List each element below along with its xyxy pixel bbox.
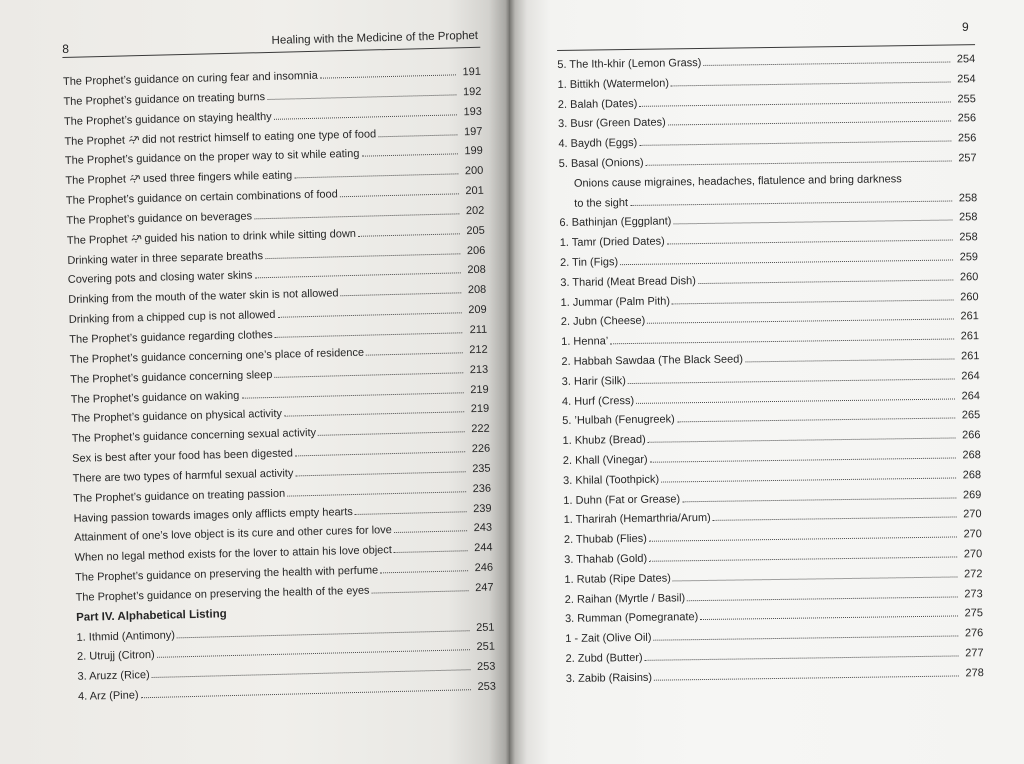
toc-leader-dots [677, 418, 955, 423]
alphabetical-listing-entries [557, 50, 984, 689]
toc-entry-title: 1. Jummar (Palm Pith) [560, 295, 671, 309]
toc-entry-title: Drinking water in three separate breaths [67, 249, 264, 267]
toc-entry-page: 257 [958, 152, 977, 165]
toc-entry-page: 256 [957, 132, 977, 145]
toc-entry-page: 270 [963, 548, 983, 561]
toc-leader-dots [274, 114, 457, 119]
toc-entry-title: 5. The Ith-khir (Lemon Grass) [557, 56, 702, 71]
toc-entry-page: 243 [473, 522, 493, 535]
toc-entry-page: 226 [471, 442, 491, 456]
toc-leader-dots [177, 630, 470, 638]
toc-entry-title: The Prophet’s guidance on curing fear and insomnia [62, 69, 318, 88]
toc-entry-page: 251 [476, 641, 496, 654]
page-number: 9 [962, 20, 969, 34]
toc-entry-title: 1 - Zait (Olive Oil) [565, 631, 652, 646]
toc-list [63, 63, 496, 708]
toc-entry-title: The Prophet’s guidance on preserving the health of the eyes [75, 584, 370, 604]
toc-leader-dots [320, 74, 456, 78]
toc-leader-dots [639, 101, 950, 106]
toc-leader-dots [673, 220, 952, 225]
salutation-symbol-icon [128, 134, 139, 144]
toc-entry-title: 5. Basal (Onions) [558, 156, 644, 170]
salutation-symbol-icon [129, 173, 140, 183]
toc-entry-title: 3. Busr (Green Dates) [558, 116, 666, 131]
header-rule [557, 44, 975, 51]
toc-leader-dots [661, 477, 956, 482]
toc-leader-dots [152, 670, 471, 679]
toc-entry-title: 1. Rutab (Ripe Dates) [564, 572, 671, 586]
toc-entry-page: 200 [464, 164, 484, 178]
toc-entry-title: 1. Tharirah (Hemarthria/Arum) [563, 512, 711, 527]
toc-entry-title: 4. Arz (Pine) [77, 689, 139, 703]
toc-entry-page: 205 [466, 224, 485, 237]
toc-leader-dots [667, 240, 953, 245]
toc-entry-title: The Prophet’s guidance on treating burns [63, 90, 266, 108]
toc-entry-title: 3. Harir (Silk) [561, 374, 626, 388]
toc-entry-title: 6. Bathinjan (Eggplant) [559, 215, 672, 230]
running-header: Healing with the Medicine of the Prophet [271, 29, 479, 47]
toc-entry-page: 277 [965, 647, 984, 660]
toc-entry-title: The Prophet’s guidance on the proper way to sit while eating [64, 148, 360, 168]
toc-entry-page: 197 [463, 125, 483, 138]
salutation-symbol-icon [130, 233, 141, 243]
toc-leader-dots [668, 121, 951, 126]
toc-entry-title: The Prophet’s guidance on beverages [66, 210, 253, 227]
toc-entry-page: 192 [462, 85, 482, 99]
toc-leader-dots [687, 596, 958, 601]
toc-entry-page: 255 [957, 92, 976, 106]
toc-entry-title: Attainment of one’s love object is its cure and other cures for love [74, 524, 392, 545]
toc-entry-page: 212 [469, 343, 488, 356]
left-page-content [62, 30, 497, 740]
toc-entry-page: 258 [959, 211, 978, 224]
toc-entry-title: The Prophet [64, 134, 126, 148]
toc-entry-title-after-symbol: guided his nation to drink while sitting down [144, 227, 357, 245]
toc-entry-page: 273 [964, 587, 983, 600]
toc-entry-title: The Prophet [66, 233, 128, 247]
toc-leader-dots [654, 636, 959, 641]
toc-entry-title: The Prophet’s guidance on preserving the health with perfume [75, 564, 379, 584]
toc-leader-dots [654, 675, 959, 680]
section-heading: Part IV. Alphabetical Listing [75, 607, 227, 624]
toc-leader-dots [340, 193, 459, 197]
toc-entry-title: 2. Jubn (Cheese) [560, 315, 646, 329]
toc-leader-dots [671, 81, 951, 86]
toc-leader-dots [647, 319, 954, 324]
toc-entry-page: 253 [477, 680, 497, 694]
toc-entry-page: 213 [469, 363, 489, 376]
toc-leader-dots [361, 154, 457, 157]
toc-leader-dots [278, 312, 462, 318]
toc-entry-title-continuation: to the sight [574, 196, 629, 210]
toc-leader-dots [366, 352, 463, 355]
toc-entry-title: When no legal method exists for the lover to attain his love object [74, 544, 393, 565]
toc-entry-title: 3. Zabib (Raisins) [565, 671, 653, 685]
toc-entry-page: 269 [962, 488, 982, 501]
toc-leader-dots [610, 339, 954, 345]
toc-entry-title: 3. Khilal (Toothpick) [563, 473, 660, 487]
toc-leader-dots [620, 259, 953, 265]
toc-entry-title: The Prophet’s guidance on certain combinations of food [65, 188, 338, 208]
toc-entry-page: 208 [467, 264, 486, 277]
toc-entry-title: 1. Duhn (Fat or Grease) [563, 492, 681, 507]
toc-entry-title: The Prophet’s guidance concerning one’s place of residence [69, 346, 365, 366]
toc-leader-dots [355, 511, 467, 515]
toc-leader-dots [700, 616, 958, 621]
toc-leader-dots [287, 491, 466, 496]
toc-entry-page: 264 [961, 369, 980, 383]
right-page-content [557, 38, 985, 744]
toc-entry-title: The Prophet’s guidance regarding clothes [69, 328, 273, 346]
toc-entry-title: 1. Ithmid (Antimony) [76, 629, 176, 644]
toc-entry-page: 202 [465, 204, 485, 218]
toc-entry-page: 222 [471, 422, 490, 436]
toc-entry-page: 268 [962, 449, 981, 462]
alphabetical-listing-entries [76, 618, 496, 708]
toc-leader-dots [630, 200, 952, 205]
toc-entry-page: 254 [956, 53, 976, 66]
toc-entry-page: 259 [959, 251, 979, 264]
toc-entry-page: 261 [960, 330, 980, 343]
toc-entry-page: 206 [466, 244, 486, 257]
toc-entry-page: 208 [467, 283, 487, 297]
toc-entry-page: 260 [960, 290, 979, 303]
toc-entry-page: 236 [472, 482, 492, 495]
toc-entry-title: 1. Tamr (Dried Dates) [559, 235, 665, 250]
toc-entry-page: 246 [474, 561, 494, 575]
toc-leader-dots [372, 590, 469, 593]
toc-entry-page: 251 [475, 621, 495, 634]
toc-entry-title: Sex is best after your food has been digested [72, 447, 294, 465]
toc-leader-dots [254, 213, 459, 219]
toc-entry-title: 2. Raihan (Myrtle / Basil) [564, 591, 686, 606]
toc-entry-title: Drinking from the mouth of the water skin is not allowed [68, 287, 339, 307]
toc-entry-page: 201 [465, 184, 484, 198]
toc-entry-title: 1. Henna’ [561, 335, 609, 349]
toc-leader-dots [341, 293, 462, 297]
toc-entry-title: 3. Rumman (Pomegranate) [564, 611, 699, 626]
toc-entry-page: 270 [963, 508, 982, 521]
toc-entry-page: 261 [960, 310, 979, 323]
toc-leader-dots [358, 233, 460, 236]
toc-entry-title: 1. Bittikh (Watermelon) [557, 77, 670, 91]
toc-entry-page: 199 [464, 145, 483, 158]
toc-entries [63, 63, 494, 609]
toc-entry-title: The Prophet’s guidance concerning sexual activity [71, 427, 317, 446]
toc-entry-title: The Prophet’s guidance on treating passion [73, 487, 286, 505]
toc-leader-dots [649, 556, 957, 561]
toc-leader-dots [394, 531, 467, 534]
toc-entry-title: 3. Aruzz (Rice) [77, 669, 150, 684]
toc-entry-title: Having passion towards images only afflicts empty hearts [73, 505, 353, 525]
right-page [509, 0, 1024, 764]
toc-leader-dots [295, 471, 465, 476]
toc-entry-title: 2. Balah (Dates) [557, 97, 638, 111]
toc-entry-title: 1. Khubz (Bread) [562, 433, 646, 448]
toc-entry-page: 235 [472, 462, 491, 475]
toc-entry-title: 2. Habbah Sawdaa (The Black Seed) [561, 353, 744, 368]
toc-leader-dots [255, 273, 461, 279]
toc-entry-title: 2. Thubab (Flies) [563, 532, 647, 547]
toc-entry-page: 253 [476, 660, 496, 674]
toc-list [557, 50, 984, 689]
toc-entry-title: 4. Baydh (Eggs) [558, 137, 638, 151]
toc-leader-dots [636, 398, 955, 403]
toc-entry-page: 258 [959, 231, 978, 244]
toc-entry-title: 2. Khall (Vinegar) [562, 453, 648, 467]
toc-entry-page: 278 [965, 666, 984, 680]
toc-entry-title: 2. Zubd (Butter) [565, 651, 643, 665]
header-rule [62, 47, 480, 58]
toc-entry-page: 209 [468, 303, 487, 317]
toc-entry-title: The Prophet’s guidance on physical activity [71, 408, 283, 426]
toc-entry-title: 2. Utrujj (Citron) [76, 649, 155, 664]
toc-leader-dots [284, 412, 464, 417]
toc-entry-page: 254 [957, 72, 976, 86]
toc-entry-title-after-symbol: used three fingers while eating [142, 169, 293, 186]
toc-entry-title: The Prophet’s guidance on staying healthy [63, 110, 272, 128]
toc-entry-page: 256 [957, 112, 977, 125]
toc-leader-dots [265, 253, 460, 259]
toc-leader-dots [646, 160, 952, 165]
toc-entry-page: 258 [958, 191, 978, 204]
toc-entry-title: Onions cause migraines, headaches, flatulence and bring darkness [573, 172, 902, 190]
toc-entry-page: 275 [964, 607, 984, 620]
toc-entry-page: 261 [960, 350, 980, 363]
toc-entry-title: The Prophet’s guidance on waking [70, 389, 240, 406]
toc-entry-page: 268 [962, 468, 982, 482]
toc-leader-dots [703, 62, 950, 66]
toc-entry-page: 265 [961, 409, 981, 422]
toc-entry-title: 2. Tin (Figs) [559, 256, 619, 269]
toc-entry-page: 264 [961, 389, 981, 402]
toc-leader-dots [745, 358, 954, 362]
toc-entry-title: There are two types of harmful sexual activity [72, 467, 294, 485]
toc-leader-dots [295, 451, 465, 456]
toc-entry-title: The Prophet’s guidance concerning sleep [70, 368, 273, 386]
toc-entry-page: 193 [463, 105, 483, 118]
toc-leader-dots [267, 94, 456, 100]
toc-entry-page: 191 [462, 65, 482, 79]
toc-leader-dots [294, 174, 458, 179]
toc-entry-page: 239 [473, 502, 492, 515]
toc-entry-title: 3. Thahab (Gold) [564, 552, 648, 566]
toc-leader-dots [157, 650, 470, 659]
toc-entry-page: 266 [962, 429, 981, 442]
toc-entry-page: 244 [474, 541, 493, 555]
toc-leader-dots [380, 570, 468, 573]
toc-leader-dots [275, 372, 464, 378]
toc-leader-dots [378, 134, 457, 137]
toc-leader-dots [673, 576, 958, 581]
toc-entry-title: Covering pots and closing water skins [67, 269, 253, 287]
toc-leader-dots [645, 655, 959, 660]
toc-leader-dots [318, 431, 465, 436]
toc-leader-dots [141, 689, 471, 698]
toc-leader-dots [275, 332, 463, 338]
toc-leader-dots [649, 537, 957, 542]
toc-entry-title: 5. ’Hulbah (Fenugreek) [562, 413, 675, 428]
toc-leader-dots [394, 550, 468, 553]
toc-entry-title: 4. Hurf (Cress) [561, 394, 635, 408]
toc-leader-dots [698, 279, 953, 284]
toc-leader-dots [650, 457, 956, 462]
toc-leader-dots [648, 438, 956, 443]
toc-entry-page: 219 [470, 383, 489, 396]
toc-entry-page: 272 [963, 567, 983, 581]
toc-entry-title: 3. Tharid (Meat Bread Dish) [560, 274, 696, 289]
toc-entry-page: 260 [959, 270, 979, 284]
page-number: 8 [62, 41, 70, 56]
toc-entry-title-after-symbol: did not restrict himself to eating one type of food [141, 127, 377, 146]
toc-leader-dots [639, 141, 951, 146]
toc-entry-page: 247 [475, 581, 494, 595]
toc-leader-dots [713, 517, 957, 521]
toc-entry-page: 270 [963, 528, 982, 541]
toc-leader-dots [628, 378, 955, 384]
toc-entry-page: 211 [469, 323, 488, 337]
toc-entry-title: The Prophet [65, 173, 127, 188]
toc-leader-dots [241, 392, 463, 398]
toc-entry-page: 219 [470, 403, 490, 416]
toc-entry-page: 276 [964, 627, 984, 640]
toc-entry-title: Drinking from a chipped cup is not allowed [68, 308, 276, 327]
toc-leader-dots [672, 299, 954, 304]
toc-leader-dots [682, 497, 956, 502]
left-page [0, 0, 509, 764]
